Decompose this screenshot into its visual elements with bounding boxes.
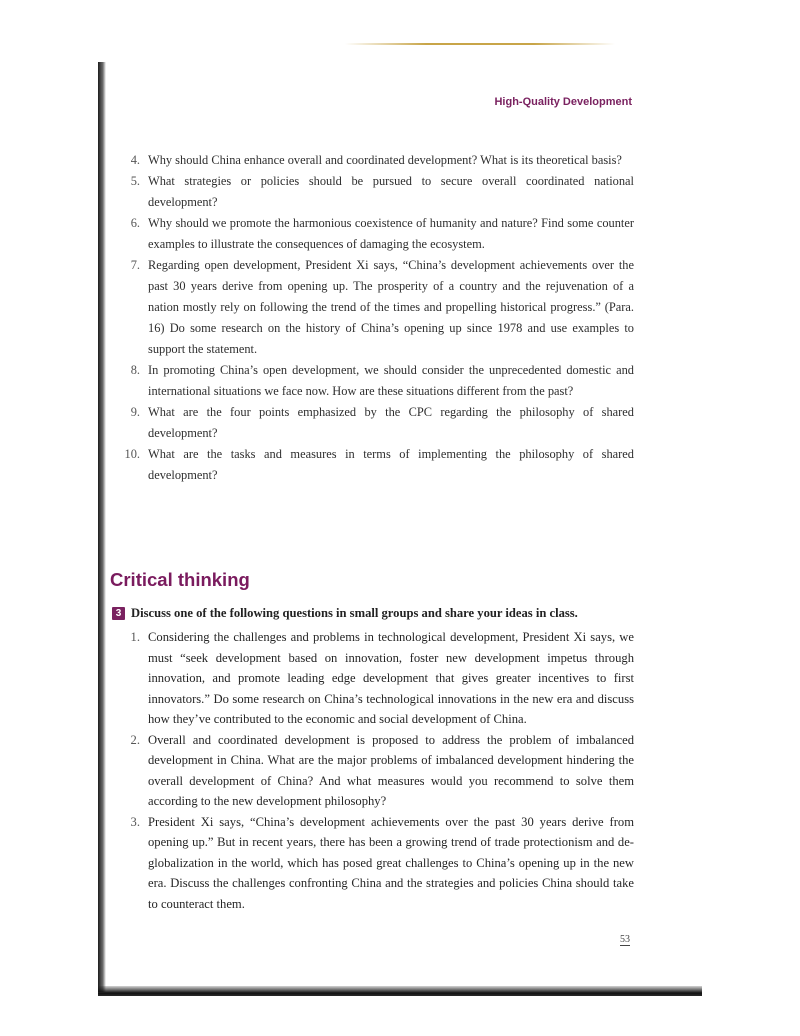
discussion-questions	[118, 627, 634, 914]
question-item	[118, 171, 634, 213]
discussion-text: Considering the challenges and problems in technological development, President Xi says, we must “seek development based on innovation, foster new development impetus through innovation, and promote leading edge development that gives greater incentives to first innovators.” Do some research on China’s technological innovations in the new era and discuss how they’ve contributed to the economic and social development of China.	[148, 630, 634, 726]
question-text: What are the tasks and measures in terms of implementing the philosophy of shared development?	[148, 447, 634, 482]
question-number: 4.	[130, 153, 140, 167]
discussion-number: 3.	[130, 814, 140, 829]
task-number-badge: 3	[112, 607, 125, 620]
question-item	[118, 213, 634, 255]
discussion-text: Overall and coordinated development is proposed to address the problem of imbalanced development in China. What are the major problems of imbalanced development hindering the overall development of China? And what measures would you recommend to solve them according to the new development philosophy?	[148, 732, 634, 808]
question-item	[118, 255, 634, 360]
question-item	[118, 150, 634, 171]
task-instruction-text: Discuss one of the following questions in small groups and share your ideas in class.	[131, 606, 578, 620]
question-item	[118, 360, 634, 402]
question-item	[118, 444, 634, 486]
task-instruction	[112, 606, 634, 621]
page-bottom-edge	[98, 986, 702, 996]
question-text: Why should China enhance overall and coordinated development? What is its theoretical basis?	[148, 153, 622, 167]
comprehension-questions	[118, 150, 634, 486]
question-number: 7.	[130, 258, 140, 272]
question-text: In promoting China’s open development, we should consider the unprecedented domestic and international situations we face now. How are these situations different from the past?	[148, 363, 634, 398]
header-rule	[345, 43, 615, 45]
running-head: High-Quality Development	[494, 96, 632, 108]
question-text: What strategies or policies should be pursued to secure overall coordinated national development?	[148, 174, 634, 209]
discussion-text: President Xi says, “China’s development achievements over the past 30 years derive from opening up.” But in recent years, there has been a growing trend of trade protectionism and de-globalization in the world, which has posed great challenges to China’s opening up in the new era. Discuss the challenges confronting China and the strategies and policies China should take to counteract them.	[148, 814, 634, 911]
question-number: 9.	[130, 405, 140, 419]
discussion-number: 1.	[130, 630, 140, 644]
discussion-item	[118, 730, 634, 812]
discussion-item	[118, 627, 634, 730]
question-text: What are the four points emphasized by the CPC regarding the philosophy of shared development?	[148, 405, 634, 440]
question-number: 8.	[130, 363, 140, 377]
section-title-critical-thinking: Critical thinking	[110, 569, 250, 590]
page-number: 53	[620, 934, 630, 945]
binding-shadow	[98, 62, 106, 992]
discussion-item	[118, 812, 634, 915]
discussion-number: 2.	[130, 732, 140, 747]
question-number: 10.	[124, 447, 140, 461]
question-item	[118, 402, 634, 444]
question-number: 6.	[130, 216, 140, 230]
question-text: Why should we promote the harmonious coexistence of humanity and nature? Find some counter examples to illustrate the consequences of damaging the ecosystem.	[148, 216, 634, 251]
question-number: 5.	[130, 174, 140, 188]
question-text: Regarding open development, President Xi says, “China’s development achievements over the past 30 years derive from opening up. The prosperity of a country and the rejuvenation of a nation mostly rely on following the trend of the times and propelling historical progress.” (Para. 16) Do some research on the history of China’s opening up since 1978 and use examples to support the statement.	[148, 258, 634, 356]
